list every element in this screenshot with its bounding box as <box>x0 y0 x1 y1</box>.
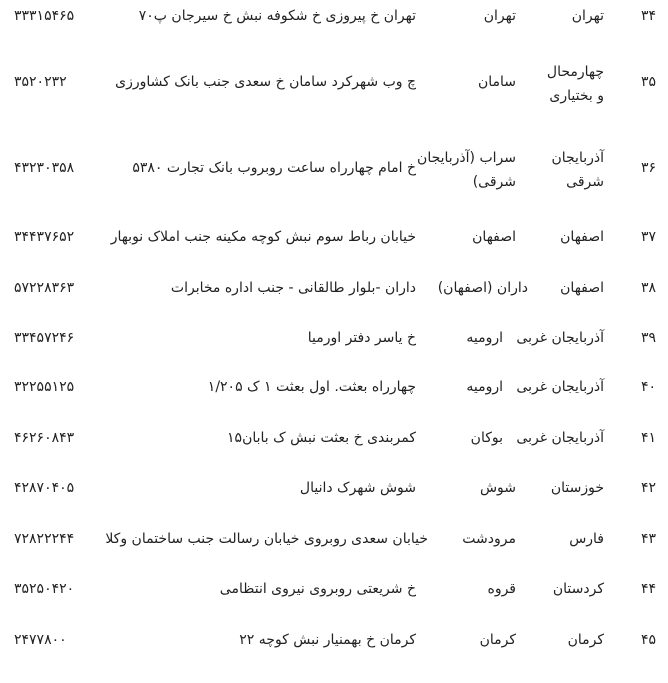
row-number: ۴۵ <box>640 632 656 648</box>
row-number: ۳۶ <box>640 160 656 176</box>
city-cell: ارومیه <box>466 379 503 395</box>
phone-cell: ۳۴۴۳۷۶۵۲ <box>14 229 75 245</box>
address-cell: چ وب شهرکرد سامان خ سعدی جنب بانک کشاورزی <box>115 74 416 90</box>
address-cell: داران -بلوار طالقانی - جنب اداره مخابرات <box>170 280 416 296</box>
city-cell: اصفهان <box>472 229 516 245</box>
province-cell: آذربایجان شرقی <box>551 150 604 190</box>
address-cell: چهارراه بعثت. اول بعثت ۱ ک ۱/۲۰۵ <box>207 379 416 395</box>
row-number: ۳۷ <box>640 229 656 245</box>
phone-cell: ۳۵۲۵۰۴۲۰ <box>14 581 75 597</box>
province-cell: اصفهان <box>560 280 604 296</box>
row-number: ۴۳ <box>640 531 656 547</box>
province-cell: کردستان <box>552 581 604 597</box>
province-cell: آذربایجان غربی <box>516 430 604 446</box>
province-cell: فارس <box>569 531 604 547</box>
city-cell: کرمان <box>479 632 516 648</box>
phone-cell: ۴۶۲۶۰۸۴۳ <box>14 430 75 446</box>
phone-cell: ۵۷۲۲۸۳۶۳ <box>14 280 75 296</box>
row-number: ۴۰ <box>640 379 656 395</box>
address-cell: خ شریعتی روبروی نیروی انتظامی <box>219 581 416 597</box>
phone-cell: ۷۲۸۲۲۲۴۴ <box>14 531 75 547</box>
city-cell: شوش <box>479 480 516 496</box>
province-cell: خوزستان <box>550 480 604 496</box>
address-cell: خ امام چهارراه ساعت روبروب بانک تجارت ۵۳۸۰ <box>132 160 416 176</box>
address-cell: خیابان سعدی روبروی خیابان رسالت جنب ساختمان وکلا <box>105 531 428 547</box>
address-cell: تهران خ پیروزی خ شکوفه نبش خ سیرجان پ۷۰ <box>138 8 416 24</box>
province-cell: تهران <box>571 8 604 24</box>
phone-cell: ۳۳۴۵۷۲۴۶ <box>14 330 75 346</box>
row-number: ۳۵ <box>640 74 656 90</box>
phone-cell: ۲۴۷۷۸۰۰ <box>14 632 67 648</box>
province-cell: کرمان <box>567 632 604 648</box>
province-cell: اصفهان <box>560 229 604 245</box>
phone-cell: ۴۳۲۳۰۳۵۸ <box>14 160 75 176</box>
address-cell: کرمان خ بهمنیار نبش کوچه ۲۲ <box>239 632 416 648</box>
phone-cell: ۳۲۲۵۵۱۲۵ <box>14 379 75 395</box>
city-cell: قروه <box>487 581 516 597</box>
row-number: ۴۱ <box>640 430 656 446</box>
address-cell: خ یاسر دفتر اورمیا <box>307 330 416 346</box>
province-cell: چهارمحال و بختیاری <box>546 64 604 104</box>
phone-cell: ۳۳۳۱۵۴۶۵ <box>14 8 75 24</box>
city-cell: سامان <box>477 74 516 90</box>
address-cell: خیابان رباط سوم نبش کوچه مکینه جنب املاک نوبهار <box>110 229 416 245</box>
address-cell: کمربندی خ بعثت نبش ک بابان۱۵ <box>227 430 416 446</box>
city-cell: مرودشت <box>462 531 516 547</box>
address-cell: شوش شهرک دانیال <box>299 480 416 496</box>
row-number: ۴۴ <box>640 581 656 597</box>
city-cell: تهران <box>483 8 516 24</box>
city-cell: بوکان <box>470 430 503 446</box>
row-number: ۳۹ <box>640 330 656 346</box>
city-cell: داران (اصفهان) <box>437 280 528 296</box>
city-cell: سراب (آذربایجان شرقی) <box>417 150 516 190</box>
city-cell: ارومیه <box>466 330 503 346</box>
row-number: ۴۲ <box>640 480 656 496</box>
phone-cell: ۳۵۲۰۲۳۲ <box>14 74 67 90</box>
row-number: ۳۴ <box>640 8 656 24</box>
phone-cell: ۴۲۸۷۰۴۰۵ <box>14 480 75 496</box>
province-cell: آذربایجان غربی <box>516 379 604 395</box>
row-number: ۳۸ <box>640 280 656 296</box>
province-cell: آذربایجان غربی <box>516 330 604 346</box>
